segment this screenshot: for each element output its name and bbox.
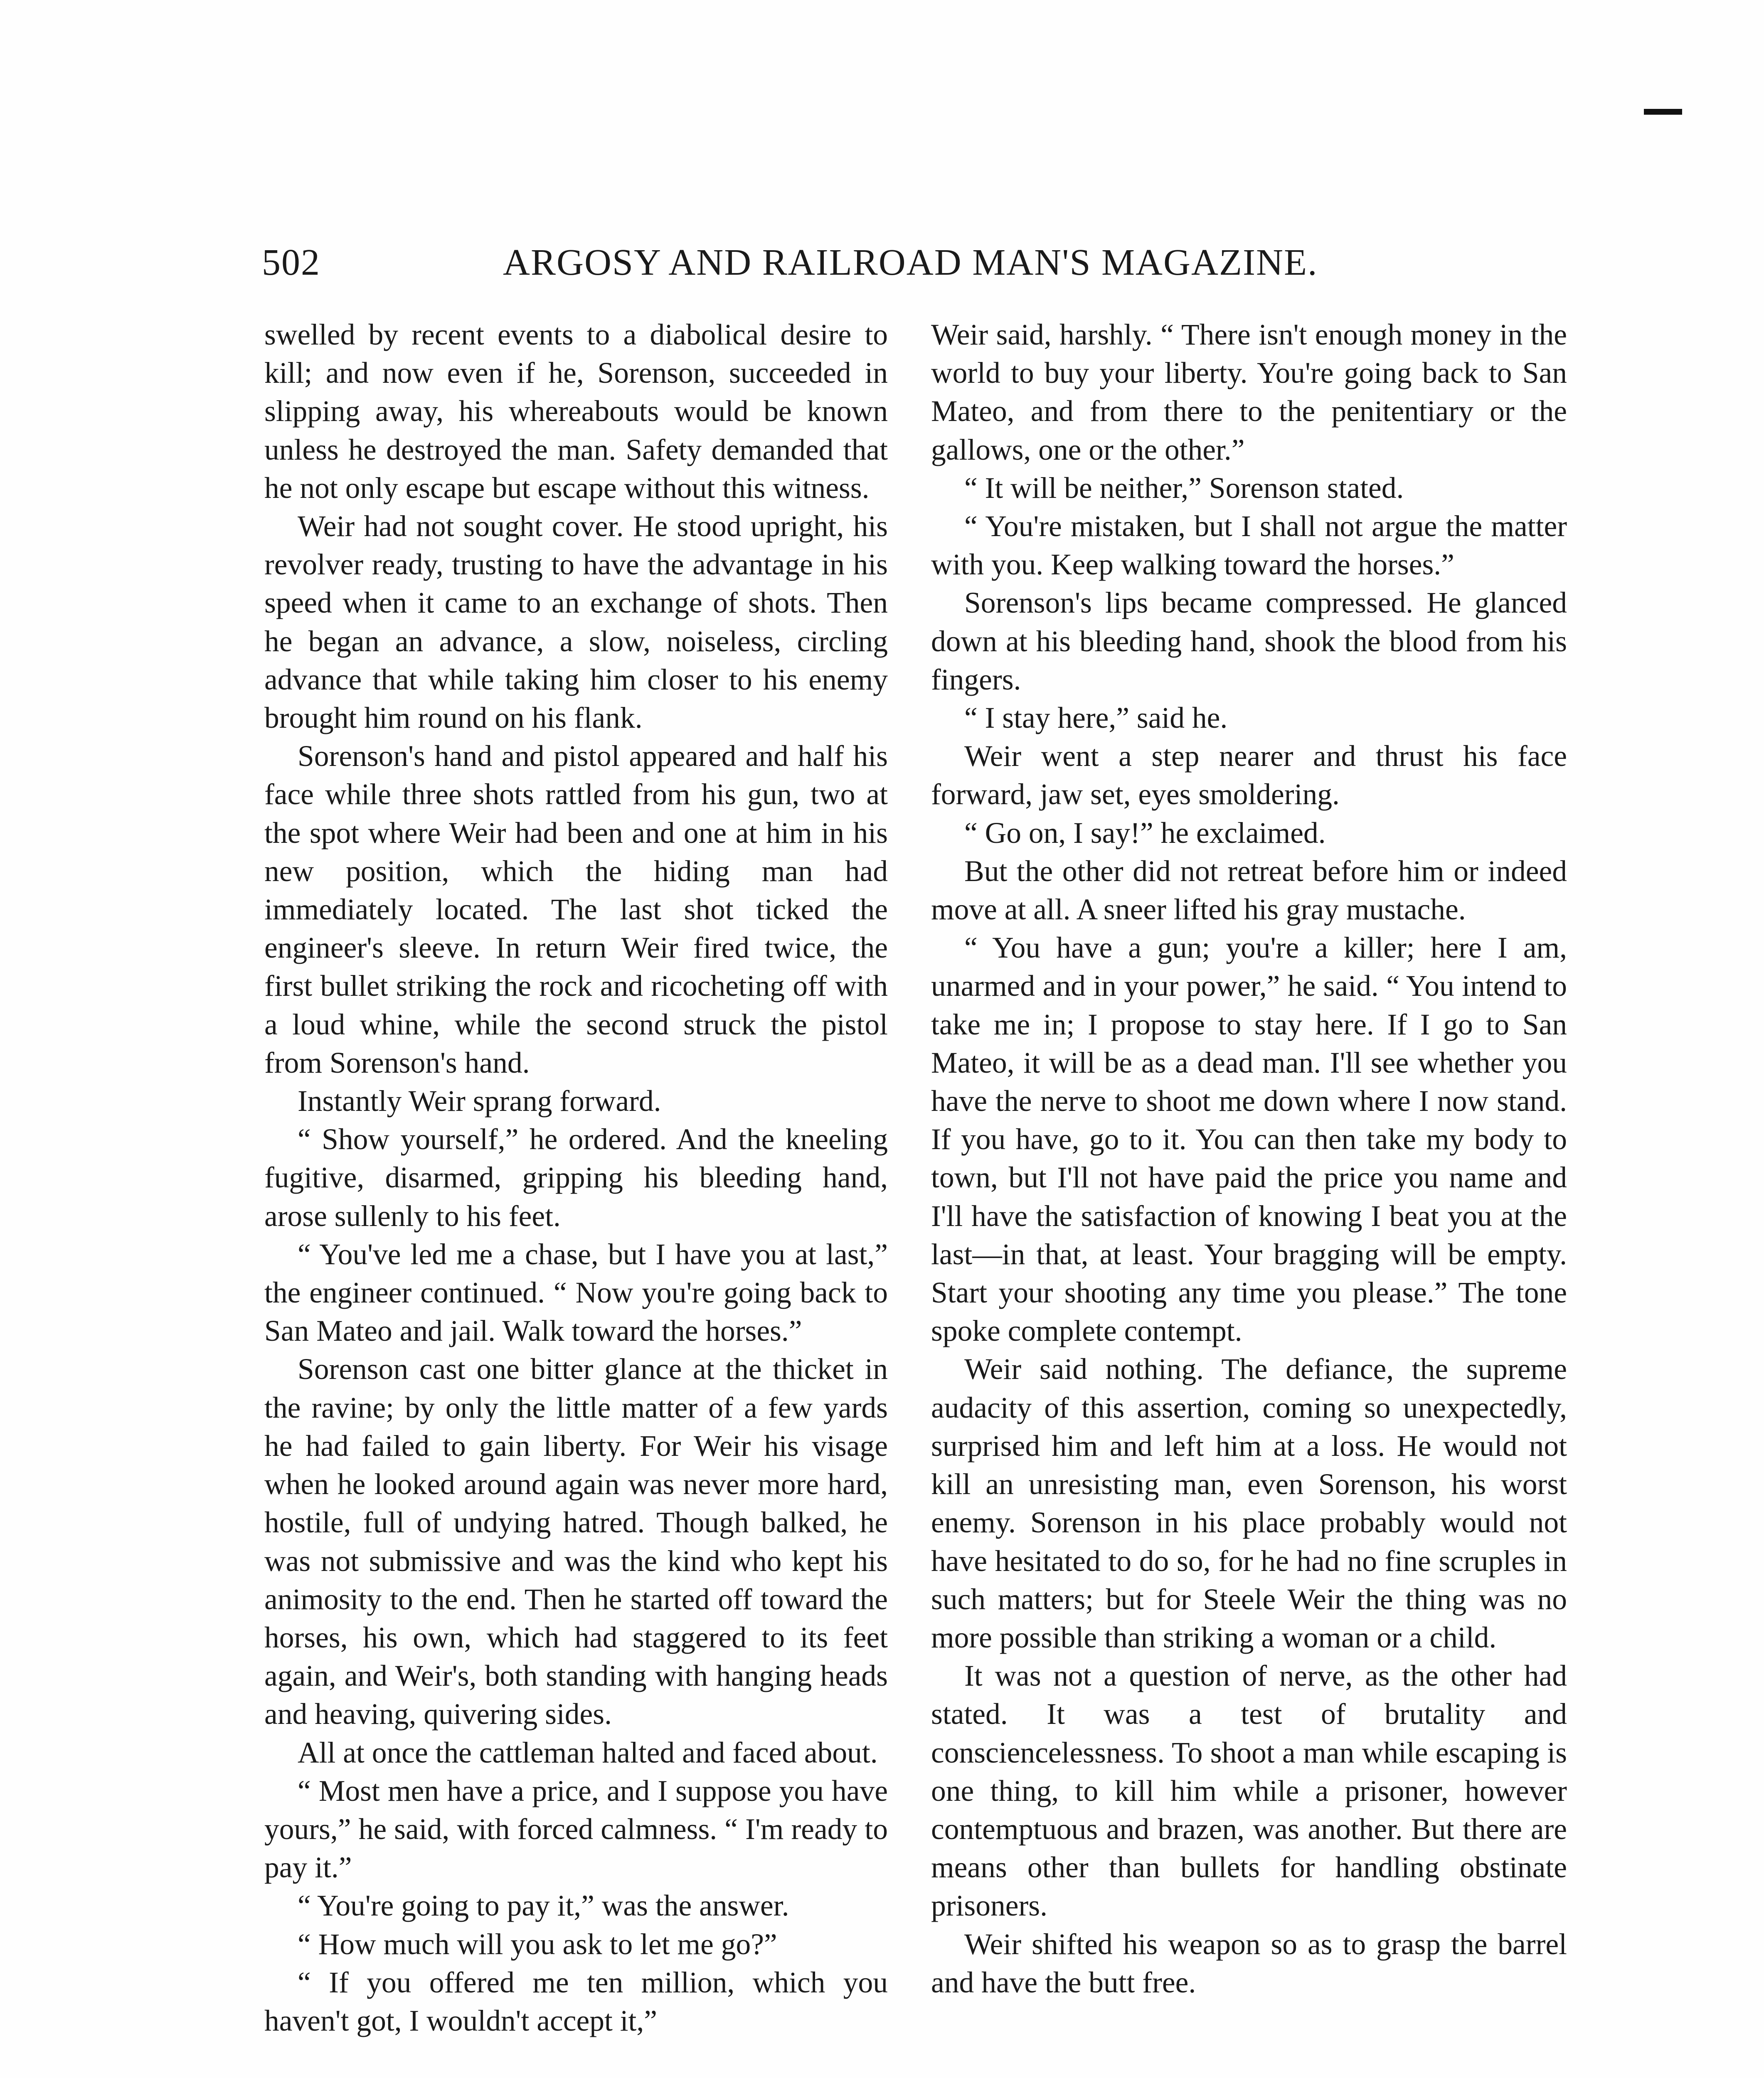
paragraph: Weir said, harshly. “ There isn't enough money in the world to buy your liberty. You're going back to San Mateo, and from there to the penitentiary or the gallows, one or the other.”: [931, 318, 1567, 466]
paragraph: “ You have a gun; you're a killer; here I am, unarmed and in your power,” he said. “ You intend to take me in; I propose to stay here. If I go to San Mateo, it will be as a dead man. I'll see whether you have the nerve to shoot me down where I now stand. If you have, go to it. You can then take my body to town, but I'll not have paid the price you name and I'll have the satisfaction of knowing I beat you at the last—in that, at least. Your bragging will be empty. Start your shooting any time you please.” The tone spoke complete contempt.: [931, 931, 1567, 1348]
paragraph: Weir had not sought cover. He stood upright, his revolver ready, trusting to have the advantage in his speed when it came to an exchange of shots. Then he began an advance, a slow, noiseless, circling advance that while taking him closer to his enemy brought him round on his flank.: [264, 510, 888, 735]
paragraph: Instantly Weir sprang forward.: [298, 1085, 661, 1118]
paragraph: Weir said nothing. The defiance, the supreme audacity of this assertion, coming so unexpectedly, surprised him and left him at a loss. He would not kill an unresisting man, even Sorenson, his worst enemy. Sorenson in his place probably would not have hesitated to do so, for he had no fine scruples in such matters; but for Steele Weir the thing was no more possible than striking a woman or a child.: [931, 1353, 1567, 1654]
corner-dash-mark: [1644, 109, 1682, 115]
paragraph: “ Most men have a price, and I suppose you have yours,” he said, with forced calmness. “ I'm ready to pay it.”: [264, 1774, 888, 1884]
running-head: [262, 233, 1326, 291]
paragraph: “ You've led me a chase, but I have you at last,” the engineer continued. “ Now you're going back to San Mateo and jail. Walk toward the horses.”: [264, 1238, 888, 1348]
paragraph: All at once the cattleman halted and faced about.: [298, 1736, 878, 1769]
paragraph: Sorenson cast one bitter glance at the thicket in the ravine; by only the little matter of a few yards he had failed to gain liberty. For Weir his visage when he looked around again was never more hard, hostile, full of undying hatred. Though balked, he was not submissive and was the kind who kept his animosity to the end. Then he started off toward the horses, his own, which had staggered to its feet again, and Weir's, both standing with hanging heads and heaving, quivering sides.: [264, 1353, 888, 1731]
paragraph: “ Show yourself,” he ordered. And the kneeling fugitive, disarmed, gripping his bleeding hand, arose sullenly to his feet.: [264, 1123, 888, 1233]
paragraph: Sorenson's hand and pistol appeared and half his face while three shots rattled from his gun, two at the spot where Weir had been and one at him in his new position, which the hiding man had immediately located. The last shot ticked the engineer's sleeve. In return Weir fired twice, the first bullet striking the rock and ricocheting off with a loud whine, while the second struck the pistol from Sorenson's hand.: [264, 740, 888, 1079]
paragraph: “ You're going to pay it,” was the answer.: [298, 1889, 789, 1923]
paragraph: Weir shifted his weapon so as to grasp the barrel and have the butt free.: [931, 1928, 1567, 1999]
right-column: [931, 316, 1567, 2078]
paragraph: Sorenson's lips became compressed. He glanced down at his bleeding hand, shook the blood from his fingers.: [931, 586, 1567, 696]
paragraph: “ I stay here,” said he.: [964, 702, 1228, 735]
paragraph: “ If you offered me ten million, which you haven't got, I wouldn't accept it,”: [264, 1966, 888, 2037]
paragraph: It was not a question of nerve, as the other had stated. It was a test of brutality and consciencelessness. To shoot a man while escaping is one thing, to kill him while a prisoner, however contemptuous and brazen, was another. But there are means other than bullets for handling obstinate prisoners.: [931, 1659, 1567, 1923]
paragraph: “ It will be neither,” Sorenson stated.: [964, 471, 1404, 505]
paragraph: “ How much will you ask to let me go?”: [298, 1928, 777, 1961]
magazine-title: ARGOSY AND RAILROAD MAN'S MAGAZINE.: [503, 242, 1318, 283]
left-column: [264, 316, 888, 2078]
paragraph: swelled by recent events to a diabolical desire to kill; and now even if he, Sorenson, succeeded in slipping away, his whereabouts would be known unless he destroyed the man. Safety demanded that he not only escape but escape without this witness.: [264, 318, 888, 505]
paragraph: Weir went a step nearer and thrust his face forward, jaw set, eyes smoldering.: [931, 740, 1567, 811]
paragraph: “ You're mistaken, but I shall not argue the matter with you. Keep walking toward the horses.”: [931, 510, 1567, 581]
paragraph: But the other did not retreat before him or indeed move at all. A sneer lifted his gray mustache.: [931, 854, 1567, 926]
paragraph: “ Go on, I say!” he exclaimed.: [964, 816, 1326, 849]
page-number: 502: [262, 242, 320, 283]
